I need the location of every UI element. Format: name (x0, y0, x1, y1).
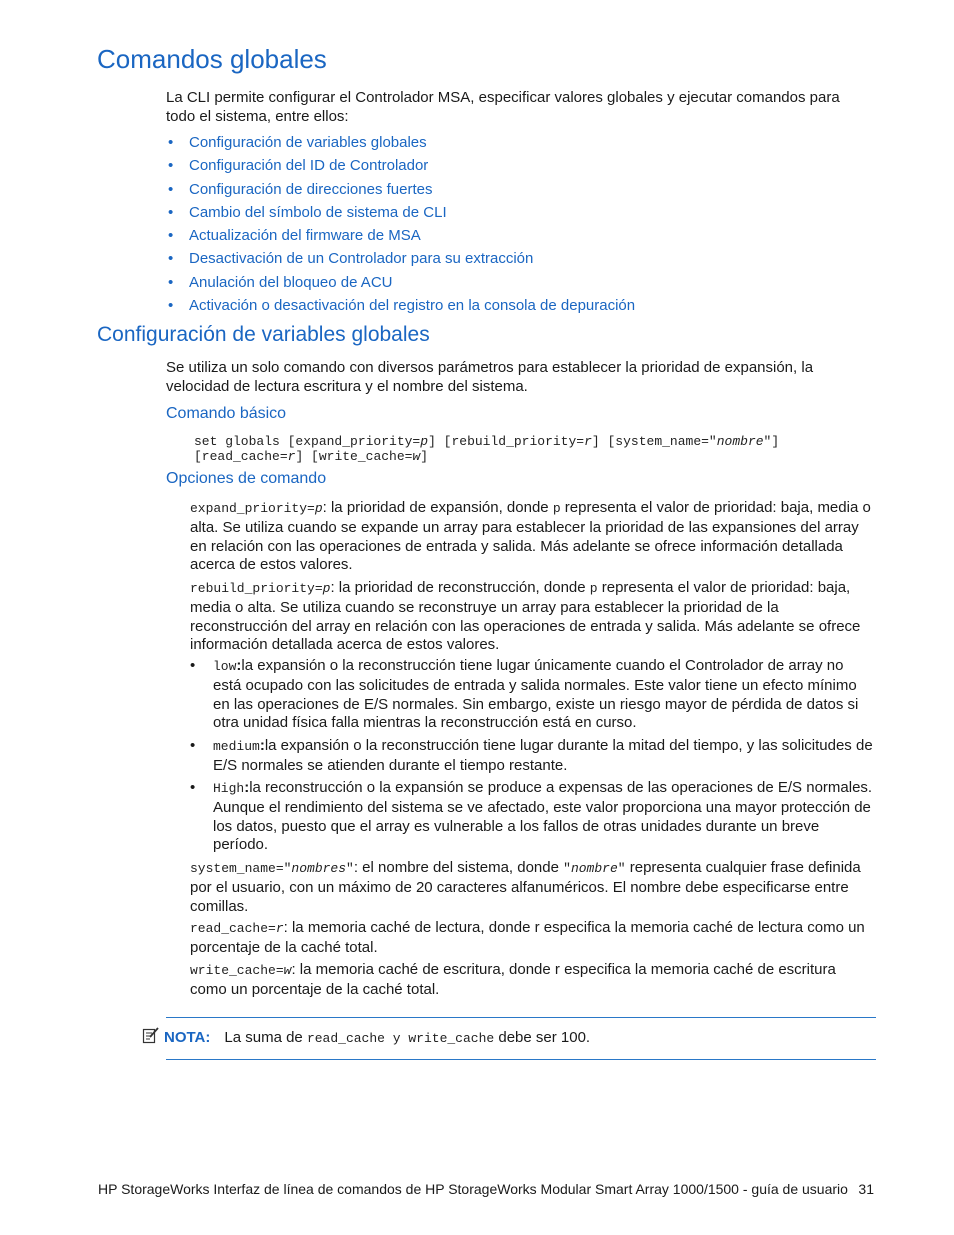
topic-link[interactable]: • Anulación del bloqueo de ACU (166, 273, 635, 296)
footer-title: HP StorageWorks Interfaz de línea de comandos de HP StorageWorks Modular Smart Array 1000/1500 - guía de usuario (98, 1181, 848, 1197)
topic-link[interactable]: • Configuración del ID de Controlador (166, 156, 635, 179)
option-expand-priority: expand_priority=p: la prioridad de expansión, donde p representa el valor de prioridad: baja, media o alta. Se utiliza cuando se expande un array para establecer la prioridad de las expansiones del array en relación con las operaciones de entrada y salida. Más adelante se ofrece información detallada acerca de estos valores. (190, 499, 871, 574)
option-system-name: system_name="nombres": el nombre del sistema, donde "nombre" representa cualquier frase definida por el usuario, con un máximo de 20 caracteres alfanuméricos. El nombre debe especificarse entre comillas. (190, 859, 861, 915)
note-label: NOTA: (164, 1029, 211, 1046)
option-write-cache: write_cache=w: la memoria caché de escritura, donde r especifica la memoria caché de escritura como un porcentaje de la caché total. (190, 961, 836, 998)
command-options-heading: Opciones de comando (166, 470, 327, 487)
section-paragraph: Se utiliza un solo comando con diversos parámetros para establecer la prioridad de expansión, la velocidad de lectura escritura y el nombre del sistema. (166, 359, 814, 395)
note-divider-bottom (166, 1059, 876, 1060)
topic-link[interactable]: • Cambio del símbolo de sistema de CLI (166, 203, 635, 226)
page-number: 31 (858, 1181, 874, 1197)
note-divider-top (166, 1017, 876, 1018)
topic-link[interactable]: • Actualización del firmware de MSA (166, 226, 635, 249)
option-read-cache: read_cache=r: la memoria caché de lectura, donde r especifica la memoria caché de lectura como un porcentaje de la caché total. (190, 919, 865, 956)
basic-command-heading: Comando básico (166, 405, 287, 422)
intro-paragraph: La CLI permite configurar el Controlador MSA, especificar valores globales y ejecutar comandos para todo el sistema, entre ellos: (166, 89, 840, 125)
option-rebuild-priority: rebuild_priority=p: la prioridad de reconstrucción, donde p representa el valor de prioridad: baja, media o alta. Se utiliza cuando se reconstruye un array para establecer la prioridad de la reconstrucción del array en relación con las operaciones de entrada y salida. Más adelante se ofrece información detallada acerca de estos valores. (190, 579, 861, 654)
topic-link[interactable]: • Configuración de direcciones fuertes (166, 180, 635, 203)
priority-bullet-high: • High:la reconstrucción o la expansión se produce a expensas de las operaciones de E/S normales. Aunque el rendimiento del sistema se ve afectado, este valor proporciona una mayor protección de los datos, puesto que el array es vulnerable a los fallos de otras unidades durante un breve período. (190, 779, 873, 854)
note-icon (142, 1026, 160, 1050)
topic-link[interactable]: • Desactivación de un Controlador para su extracción (166, 249, 635, 272)
topic-link[interactable]: • Configuración de variables globales (166, 133, 635, 156)
topic-list (166, 133, 635, 319)
topic-link[interactable]: • Activación o desactivación del registro en la consola de depuración (166, 296, 635, 319)
priority-bullet-medium: • medium:la expansión o la reconstrucción tiene lugar durante la mitad del tiempo, y las solicitudes de E/S normales se atienden durante el tiempo restante. (190, 737, 873, 774)
code-block: set globals [expand_priority=p] [rebuild_priority=r] [system_name="nombre"] [read_cache=r] [write_cache=w] (194, 434, 780, 464)
note-box (142, 1026, 882, 1050)
section-heading: Configuración de variables globales (97, 323, 430, 346)
note-text: La suma de read_cache y write_cache debe ser 100. (224, 1029, 591, 1046)
priority-bullet-low: • low:la expansión o la reconstrucción tiene lugar únicamente cuando el Controlador de array no está ocupado con las solicitudes de entrada y salida normales. Este valor tiene un efecto mínimo en las operaciones de E/S normales. Sin embargo, existe un riesgo mayor de pérdida de datos si otra unidad física falla mientras la reconstrucción está en curso. (190, 657, 859, 732)
page-title: Comandos globales (97, 44, 327, 74)
